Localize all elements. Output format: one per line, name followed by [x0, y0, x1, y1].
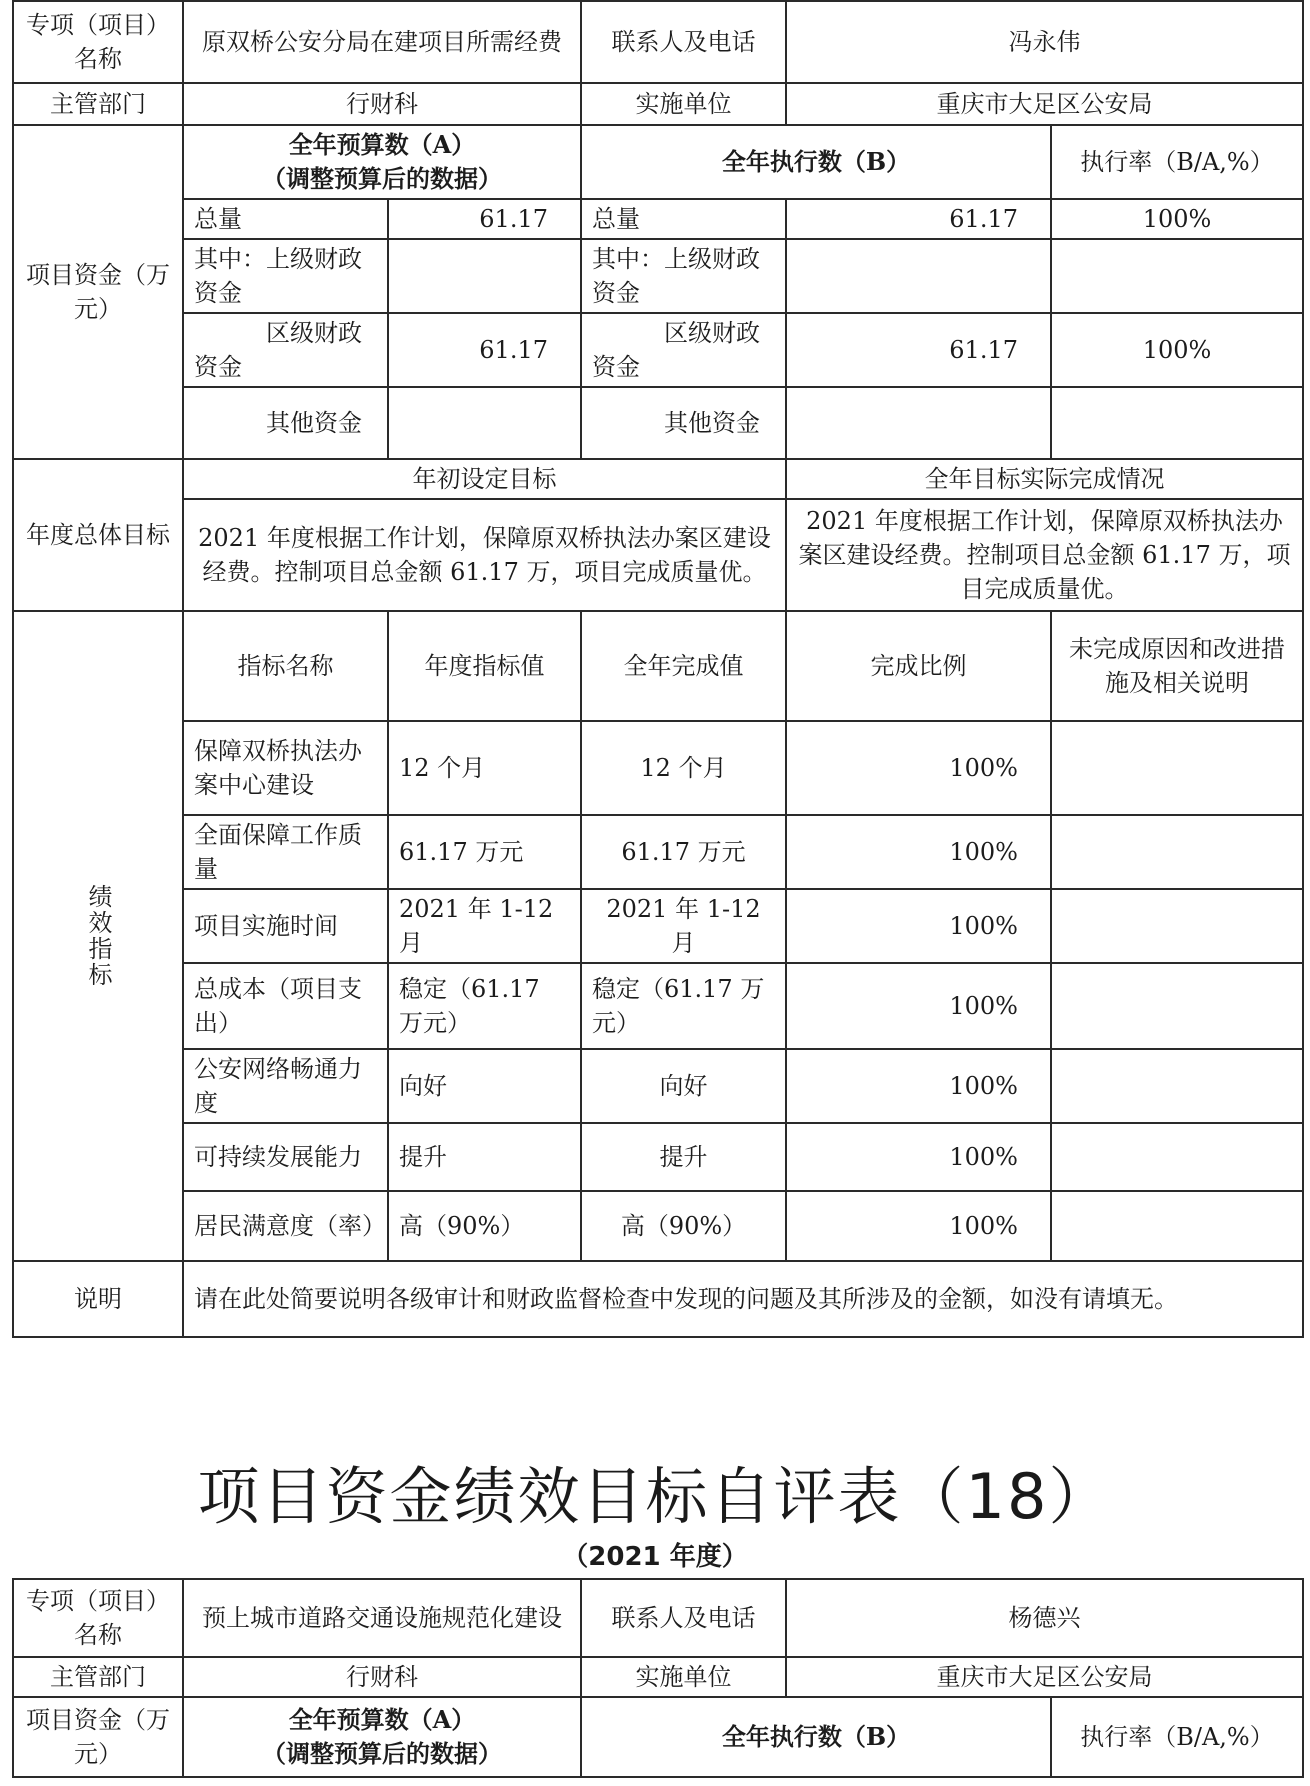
indicator-ratio: 100%: [786, 815, 1051, 889]
contact-value: 冯永伟: [786, 1, 1303, 83]
indicator-name: 居民满意度（率）: [183, 1191, 388, 1261]
indicator-ratio: 100%: [786, 889, 1051, 963]
contact-label: 联系人及电话: [581, 1, 786, 83]
table-row: [13, 1191, 1303, 1261]
page-title: 项目资金绩效目标自评表（18）: [197, 1460, 1113, 1533]
indicator-header-target: 年度指标值: [388, 611, 581, 721]
indicator-target: 提升: [388, 1123, 581, 1191]
table-row: [13, 1123, 1303, 1191]
indicator-header-actual: 全年完成值: [581, 611, 786, 721]
indicator-ratio: 100%: [786, 1123, 1051, 1191]
indicator-actual: 2021 年 1-12 月: [581, 889, 786, 963]
indicator-actual: 稳定（61.17 万元）: [581, 963, 786, 1049]
dept-label: 主管部门: [13, 83, 183, 125]
indicator-actual: 高（90%）: [581, 1191, 786, 1261]
goal-actual-text: 2021 年度根据工作计划，保障原双桥执法办案区建设经费。控制项目总金额 61.17 万，项目完成质量优。: [786, 499, 1303, 611]
indicator-ratio: 100%: [786, 963, 1051, 1049]
superior-funds-label: 其中：上级财政资金: [183, 239, 388, 313]
indicator-notes: [1051, 815, 1303, 889]
exec-header: 全年执行数（B）: [581, 1697, 1051, 1777]
indicator-target: 61.17 万元: [388, 815, 581, 889]
indicator-ratio: 100%: [786, 1049, 1051, 1123]
indicator-name: 公安网络畅通力度: [183, 1049, 388, 1123]
indicator-ratio: 100%: [786, 721, 1051, 815]
indicator-header-name: 指标名称: [183, 611, 388, 721]
project-name-value: 预上城市道路交通设施规范化建设: [183, 1579, 581, 1657]
superior-funds-budget: [388, 239, 581, 313]
superior-funds-exec: [786, 239, 1051, 313]
indicator-name: 可持续发展能力: [183, 1123, 388, 1191]
indicator-actual: 12 个月: [581, 721, 786, 815]
district-funds-exec-label: 区级财政资金: [581, 313, 786, 387]
unit-label: 实施单位: [581, 83, 786, 125]
page-subtitle-year: （2021 年度）: [562, 1542, 748, 1572]
evaluation-table-17: [12, 0, 1304, 1338]
rate-header: 执行率（B/A,%）: [1051, 1697, 1303, 1777]
table-row: [13, 1049, 1303, 1123]
other-funds-exec-label: 其他资金: [581, 387, 786, 459]
indicator-target: 2021 年 1-12 月: [388, 889, 581, 963]
unit-value: 重庆市大足区公安局: [786, 83, 1303, 125]
indicator-notes: [1051, 963, 1303, 1049]
superior-funds-exec-label: 其中：上级财政资金: [581, 239, 786, 313]
total-label: 总量: [183, 199, 388, 239]
indicator-actual: 提升: [581, 1123, 786, 1191]
table-row: [13, 721, 1303, 815]
project-name-value: 原双桥公安分局在建项目所需经费: [183, 1, 581, 83]
indicator-actual: 向好: [581, 1049, 786, 1123]
dept-value: 行财科: [183, 1657, 581, 1697]
indicator-ratio: 100%: [786, 1191, 1051, 1261]
district-funds-exec: 61.17: [786, 313, 1051, 387]
indicator-header-notes: 未完成原因和改进措施及相关说明: [1051, 611, 1303, 721]
note-text: 请在此处简要说明各级审计和财政监督检查中发现的问题及其所涉及的金额，如没有请填无。: [183, 1261, 1303, 1337]
indicator-header-ratio: 完成比例: [786, 611, 1051, 721]
contact-label: 联系人及电话: [581, 1579, 786, 1657]
project-name-label: 专项（项目）名称: [13, 1579, 183, 1657]
unit-label: 实施单位: [581, 1657, 786, 1697]
total-rate: 100%: [1051, 199, 1303, 239]
indicator-target: 向好: [388, 1049, 581, 1123]
budget-header: 全年预算数（A） （调整预算后的数据）: [183, 125, 581, 199]
annual-goal-label: 年度总体目标: [13, 459, 183, 611]
total-exec: 61.17: [786, 199, 1051, 239]
district-funds-budget: 61.17: [388, 313, 581, 387]
indicator-name: 总成本（项目支出）: [183, 963, 388, 1049]
funds-label: 项目资金（万元）: [13, 125, 183, 459]
indicator-target: 12 个月: [388, 721, 581, 815]
evaluation-table-18: [12, 1578, 1304, 1778]
other-funds-exec: [786, 387, 1051, 459]
indicator-name: 全面保障工作质量: [183, 815, 388, 889]
indicator-target: 高（90%）: [388, 1191, 581, 1261]
other-funds-budget: [388, 387, 581, 459]
indicator-target: 稳定（61.17 万元）: [388, 963, 581, 1049]
dept-value: 行财科: [183, 83, 581, 125]
other-funds-label: 其他资金: [183, 387, 388, 459]
indicator-actual: 61.17 万元: [581, 815, 786, 889]
district-funds-label: 区级财政资金: [183, 313, 388, 387]
indicator-notes: [1051, 889, 1303, 963]
dept-label: 主管部门: [13, 1657, 183, 1697]
other-funds-rate: [1051, 387, 1303, 459]
total-exec-label: 总量: [581, 199, 786, 239]
note-label: 说明: [13, 1261, 183, 1337]
district-funds-rate: 100%: [1051, 313, 1303, 387]
goal-set-header: 年初设定目标: [183, 459, 786, 499]
unit-value: 重庆市大足区公安局: [786, 1657, 1303, 1697]
indicator-name: 项目实施时间: [183, 889, 388, 963]
table-row: [13, 889, 1303, 963]
table-row: [13, 963, 1303, 1049]
superior-funds-rate: [1051, 239, 1303, 313]
total-budget: 61.17: [388, 199, 581, 239]
indicator-name: 保障双桥执法办案中心建设: [183, 721, 388, 815]
exec-header: 全年执行数（B）: [581, 125, 1051, 199]
indicator-notes: [1051, 1049, 1303, 1123]
funds-label: 项目资金（万元）: [13, 1697, 183, 1777]
indicator-notes: [1051, 1191, 1303, 1261]
indicators-label: 绩效指标: [13, 611, 183, 1261]
table-row: [13, 815, 1303, 889]
rate-header: 执行率（B/A,%）: [1051, 125, 1303, 199]
indicator-notes: [1051, 1123, 1303, 1191]
goal-set-text: 2021 年度根据工作计划，保障原双桥执法办案区建设经费。控制项目总金额 61.17 万，项目完成质量优。: [183, 499, 786, 611]
indicator-notes: [1051, 721, 1303, 815]
project-name-label: 专项（项目）名称: [13, 1, 183, 83]
budget-header: 全年预算数（A） （调整预算后的数据）: [183, 1697, 581, 1777]
contact-value: 杨德兴: [786, 1579, 1303, 1657]
goal-actual-header: 全年目标实际完成情况: [786, 459, 1303, 499]
